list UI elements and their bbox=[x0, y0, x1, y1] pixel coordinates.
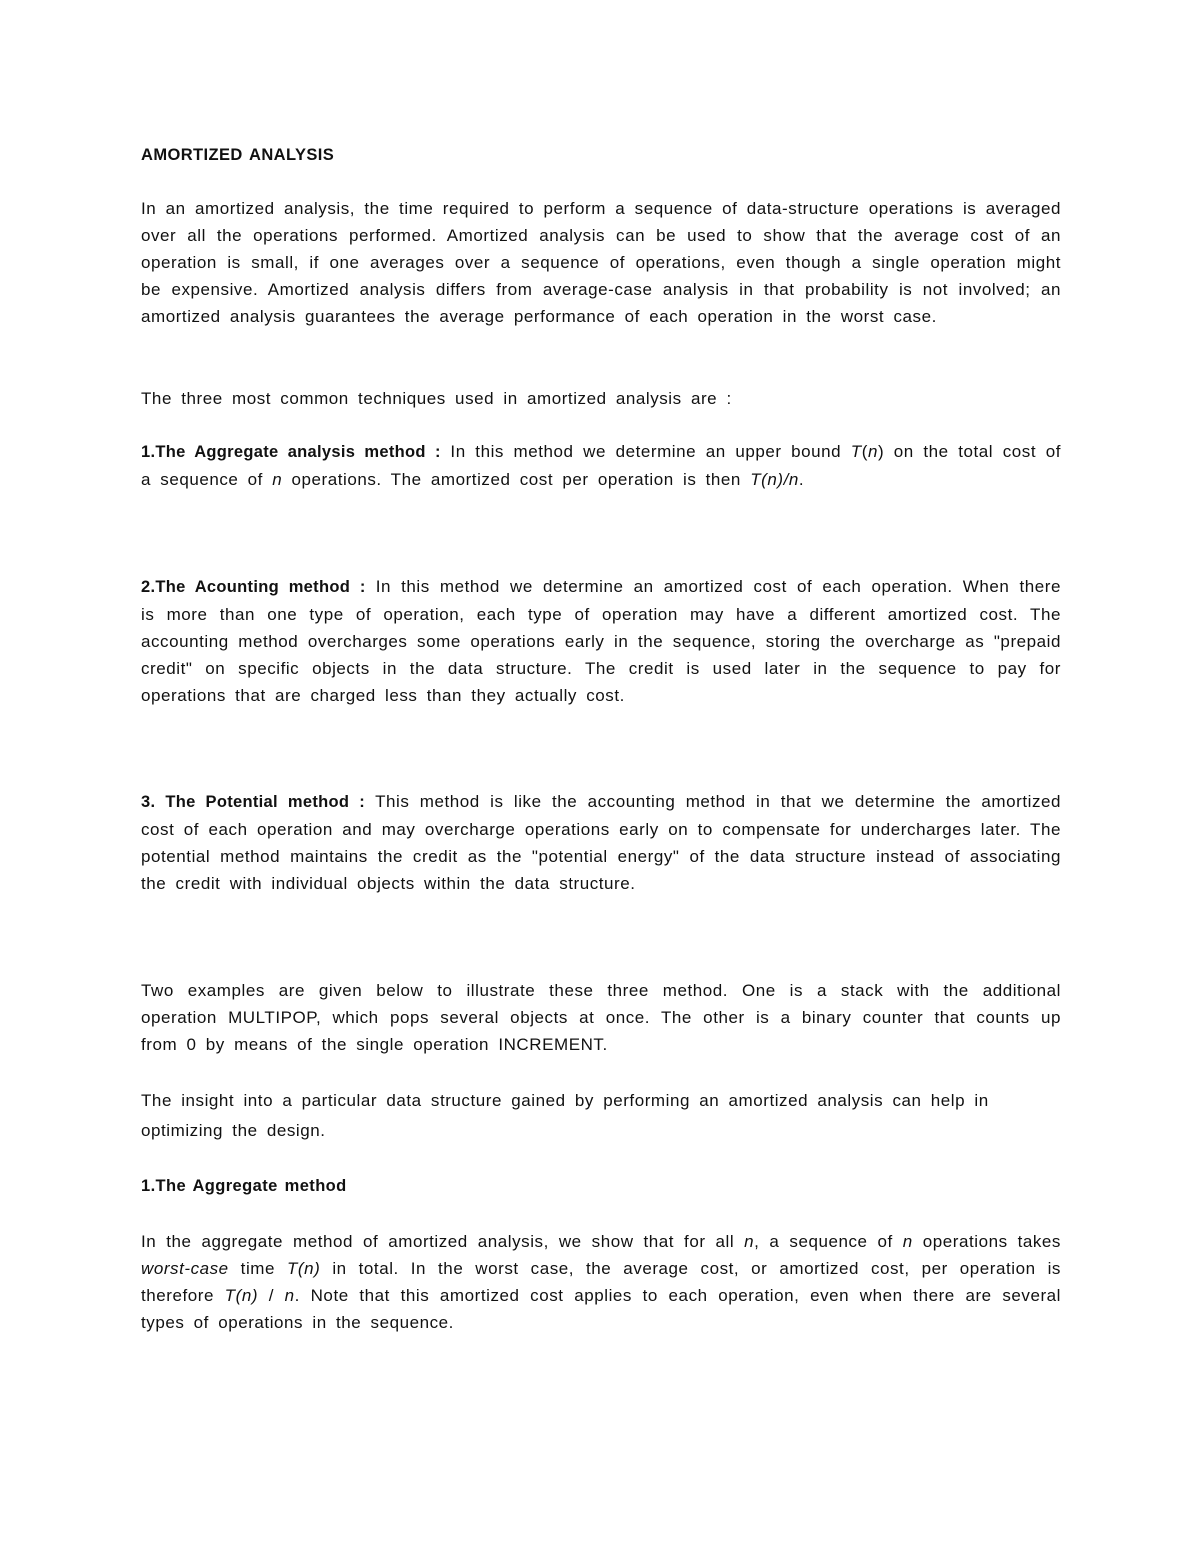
aggregate-heading: 1.The Aggregate method bbox=[141, 1177, 347, 1195]
aggregate-t2: , a sequence of bbox=[754, 1232, 903, 1251]
method1-sym-Tn: T(n)/n bbox=[750, 470, 799, 489]
method1-text-c: operations. The amortized cost per operation is then bbox=[282, 470, 751, 489]
method1-text-a: In this method we determine an upper bound bbox=[440, 442, 851, 461]
aggregate-t4: time bbox=[228, 1259, 287, 1278]
aggregate-worst: worst-case bbox=[141, 1259, 229, 1278]
examples-paragraph: Two examples are given below to illustrate these three method. One is a stack with the additional operation MULTIPOP, which pops several objects at once. The other is a binary counter that counts up from 0 by means of the single operation INCREMENT. bbox=[141, 981, 1061, 1054]
method1-sym-n1: n bbox=[867, 442, 878, 461]
method1-text-d: . bbox=[798, 470, 805, 489]
aggregate-Tn2: T(n) bbox=[224, 1286, 259, 1305]
aggregate-t5: in total. In the worst case, the average cost, or amortized cost, per operation is therefore bbox=[141, 1259, 1061, 1305]
method3-paragraph bbox=[141, 788, 1061, 897]
aggregate-t1: In the aggregate method of amortized analysis, we show that for all bbox=[141, 1232, 745, 1251]
method2-text: In this method we determine an amortized cost of each operation. When there is more than one type of operation, each type of operation may have a different amortized cost. The accounting method overcharges some operations early in the sequence, storing the overcharge as "prepaid credit" on specific objects in the data structure. The credit is used later in the sequence to pay for operations that are charged less than they actually cost. bbox=[141, 577, 1061, 705]
aggregate-t7: . Note that this amortized cost applies to each operation, even when there are several types of operations in the sequence. bbox=[141, 1286, 1061, 1332]
aggregate-n2: n bbox=[902, 1232, 913, 1251]
insight-paragraph: The insight into a particular data structure gained by performing an amortized analysis can help in optimizing the design. bbox=[141, 1091, 989, 1140]
aggregate-n1: n bbox=[744, 1232, 755, 1251]
method1-label: 1.The Aggregate analysis method : bbox=[141, 443, 441, 461]
aggregate-t6: / bbox=[258, 1286, 285, 1305]
techniques-intro: The three most common techniques used in amortized analysis are : bbox=[141, 389, 732, 408]
method3-label: 3. The Potential method : bbox=[141, 793, 366, 811]
aggregate-t3: operations takes bbox=[912, 1232, 1061, 1251]
intro-paragraph: In an amortized analysis, the time required to perform a sequence of data-structure operations is averaged over all the operations performed. Amortized analysis can be used to show that the average cost of an operation is small, if one averages over a sequence of operations, even though a single operation might be expensive. Amortized analysis differs from average-case analysis in that probability is not involved; an amortized analysis guarantees the average performance of each operation in the worst case. bbox=[141, 199, 1061, 326]
aggregate-Tn1: T(n) bbox=[286, 1259, 321, 1278]
method1-text-b: on the total cost of a sequence of bbox=[141, 442, 1061, 489]
method3-text: This method is like the accounting method in that we determine the amortized cost of each operation and may overcharge operations early on to compensate for undercharges later. The potential method maintains the credit as the "potential energy" of the data structure instead of associating the credit with individual objects within the data structure. bbox=[141, 792, 1062, 893]
method2-paragraph bbox=[141, 573, 1061, 709]
method1-sym-n2: n bbox=[272, 470, 283, 489]
method1-paragraph: 1.The Aggregate analysis method : In this method we determine an upper bound T(n) on the total cost of a sequence of n operations. The amortized cost per operation is then T(n)/n. bbox=[141, 442, 1061, 489]
document-title: AMORTIZED ANALYSIS bbox=[141, 146, 335, 164]
method1-sym-T: T bbox=[850, 442, 862, 461]
method2-label: 2.The Acounting method : bbox=[141, 578, 366, 596]
aggregate-paragraph bbox=[141, 1228, 1061, 1336]
aggregate-n3: n bbox=[284, 1286, 295, 1305]
